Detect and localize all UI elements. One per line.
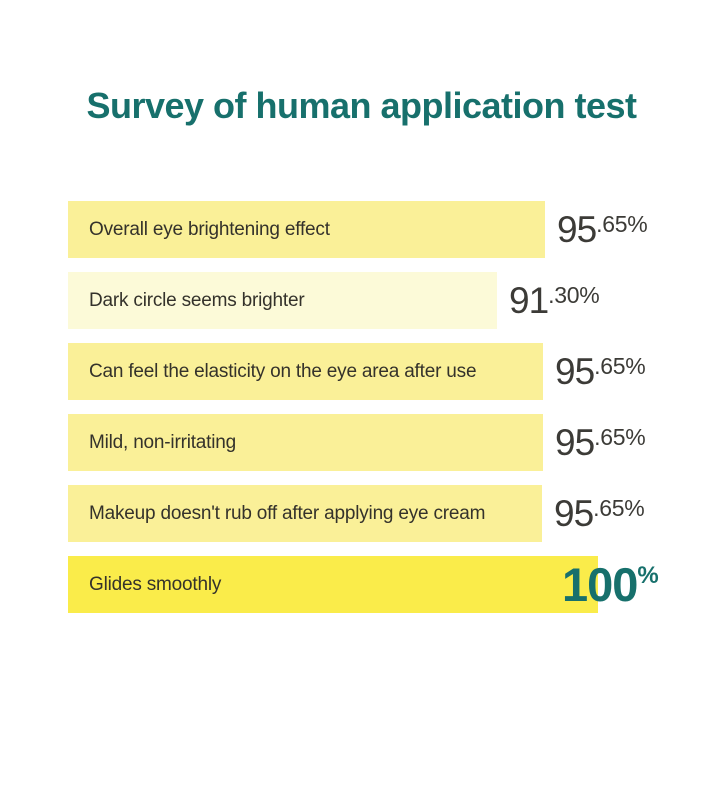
value-main: 100 — [562, 557, 638, 611]
bar-mild — [68, 414, 543, 471]
page-title: Survey of human application test — [86, 85, 637, 126]
bar-glides — [68, 556, 598, 613]
value-sub: .65% — [594, 352, 646, 379]
value-main: 95 — [557, 208, 597, 250]
bar-overall-brightening — [68, 201, 545, 258]
bar-label: Mild, non-irritating — [89, 431, 236, 453]
value-mild — [555, 421, 646, 463]
bar-dark-circle — [68, 272, 497, 329]
value-sub: .65% — [593, 494, 645, 521]
bar-label: Dark circle seems brighter — [89, 289, 305, 311]
chart-row-overall-brightening — [68, 201, 723, 258]
bar-label: Overall eye brightening effect — [89, 218, 330, 240]
value-makeup — [554, 492, 645, 534]
value-dark-circle — [509, 279, 600, 321]
bar-makeup — [68, 485, 542, 542]
value-sub: % — [637, 561, 659, 589]
value-sub: .65% — [594, 423, 646, 450]
bar-label: Makeup doesn't rub off after applying eye cream — [89, 502, 486, 524]
chart-row-glides — [68, 556, 723, 613]
bar-label: Can feel the elasticity on the eye area after use — [89, 360, 477, 382]
survey-bar-chart — [0, 201, 723, 613]
chart-row-makeup — [68, 485, 723, 542]
value-main: 95 — [555, 350, 595, 392]
value-sub: .65% — [596, 210, 648, 237]
bar-label: Glides smoothly — [89, 573, 222, 595]
bar-elasticity — [68, 343, 543, 400]
chart-row-dark-circle — [68, 272, 723, 329]
value-glides — [562, 557, 659, 611]
value-elasticity — [555, 350, 646, 392]
value-main: 91 — [509, 279, 549, 321]
value-sub: .30% — [548, 281, 600, 308]
chart-row-mild — [68, 414, 723, 471]
value-main: 95 — [555, 421, 595, 463]
value-main: 95 — [554, 492, 594, 534]
value-overall-brightening — [557, 208, 648, 250]
chart-row-elasticity — [68, 343, 723, 400]
